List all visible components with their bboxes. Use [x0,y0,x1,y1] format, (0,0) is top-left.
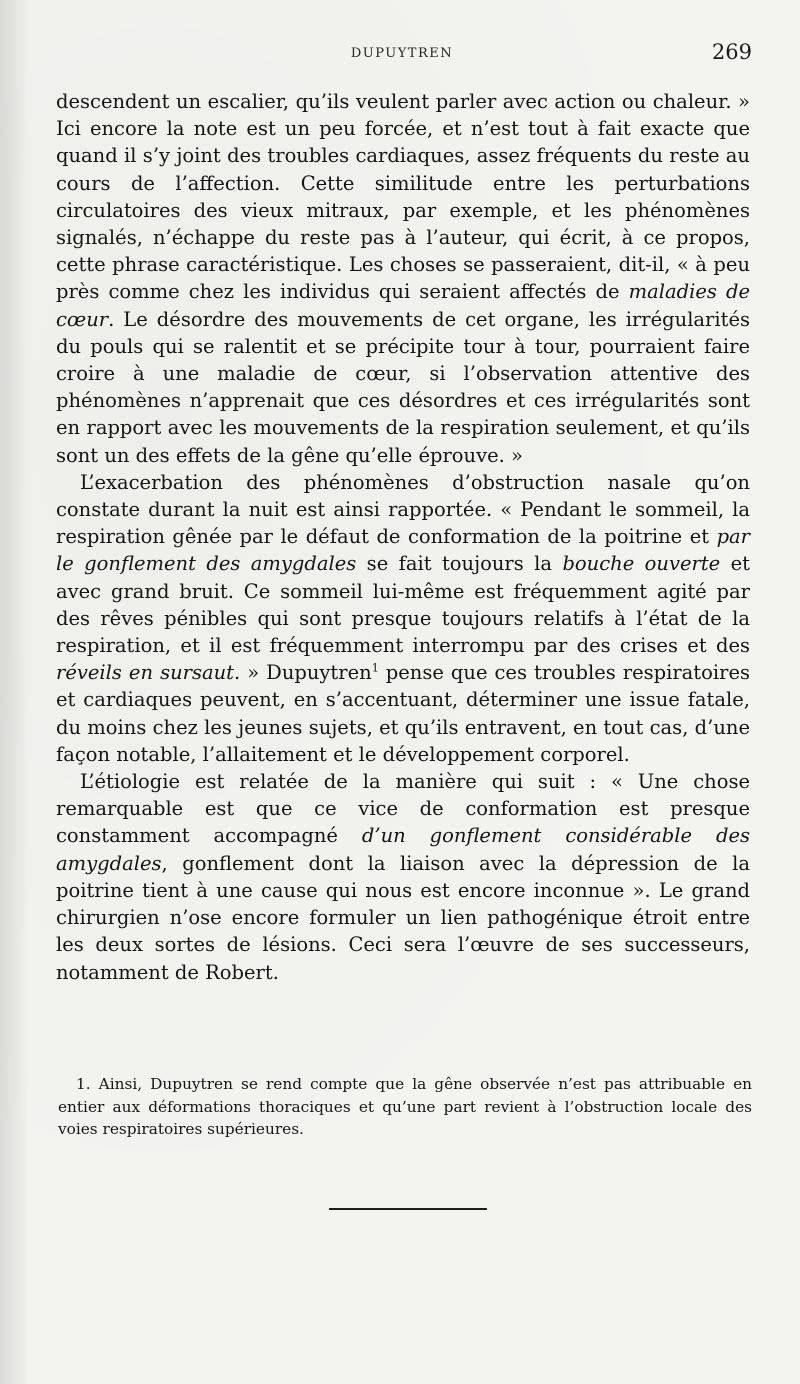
p2-text-3: et avec grand bruit. Ce sommeil lui-même est fréquemment agité par des rêves pénibles qui sont presque toujours relatifs à l’état de la respiration, et il est fréquemment interrompu par des crises et des [56,552,750,658]
end-rule [329,1208,487,1210]
main-text [56,88,750,986]
p3-italic-1: d’un gonflement considérable des amygdales [56,824,750,875]
paragraph-1 [56,88,750,469]
running-head: DUPUYTREN [350,46,454,61]
p3-text-1: L’étiologie est relatée de la manière qui suit : « Une chose remarquable est que ce vice de conformation est presque constamment accompagné [56,770,750,848]
footnote-text: 1. Ainsi, Dupuytren se rend compte que la gêne observée n’est pas attribuable en entier aux déformations thoraciques et qu’une part revient à l’obstruction locale des voies respiratoires supérieures. [58,1075,752,1138]
p2-text-4: . » Dupuytren [233,661,372,685]
p3-text-2: , gonflement dont la liaison avec la dépression de la poitrine tient à une cause qui nous est encore inconnue ». Le grand chirurgien n’ose encore formuler un lien pathogénique étroit entre les deux sortes de lésions. Ceci sera l’œuvre de ses successeurs, notamment de Robert. [56,851,750,984]
binding-shadow [0,0,30,1384]
p1-italic-1: maladies de cœur [56,280,750,331]
footnote-ref[interactable]: 1 [371,661,379,675]
paragraph-2 [56,469,750,768]
p2-italic-3: réveils en sursaut [56,661,234,685]
paragraph-3 [56,768,750,986]
p2-italic-2: bouche ouverte [562,552,721,576]
p2-italic-1: par le gonflement des amygdales [56,525,750,576]
p1-text-2: . Le désordre des mouvements de cet organe, les irrégularités du pouls qui se ralentit et se précipite tour à tour, pourraient faire croire à une maladie de cœur, si l’observation attentive des phénomènes n’apprenait que ces désordres et ces irrégularités sont en rapport avec les mouvements de la respiration seulement, et qu’ils sont un des effets de la gêne qu’elle éprouve. » [56,307,750,467]
p1-text-1: descendent un escalier, qu’ils veulent parler avec action ou chaleur. » Ici encore la note est un peu forcée, et n’est tout à fait exacte que quand il s’y joint des troubles cardiaques, assez fréquents du reste au cours de l’affection. Cette similitude entre les perturbations circulatoires des vieux mitraux, par exemple, et les phénomènes signalés, n’échappe du reste pas à l’auteur, qui écrit, à ce propos, cette phrase caractéristique. Les choses se passeraient, dit-il, « à peu près comme chez les individus qui seraient affectés de [56,90,750,304]
page-number: 269 [711,40,752,64]
page-header [56,40,752,70]
footnote [58,1073,752,1141]
p2-text-1: L’exacerbation des phénomènes d’obstruction nasale qu’on constate durant la nuit est ainsi rapportée. « Pendant le sommeil, la respiration gênée par le défaut de conformation de la poitrine et [56,470,750,549]
p2-text-5: pense que ces troubles respiratoires et cardiaques peuvent, en s’accentuant, déterminer une issue fatale, du moins chez les jeunes sujets, et qu’ils entravent, en tout cas, d’une façon notable, l’allaitement et le développement corporel. [56,661,750,766]
p2-text-2: se fait toujours la [356,552,563,576]
